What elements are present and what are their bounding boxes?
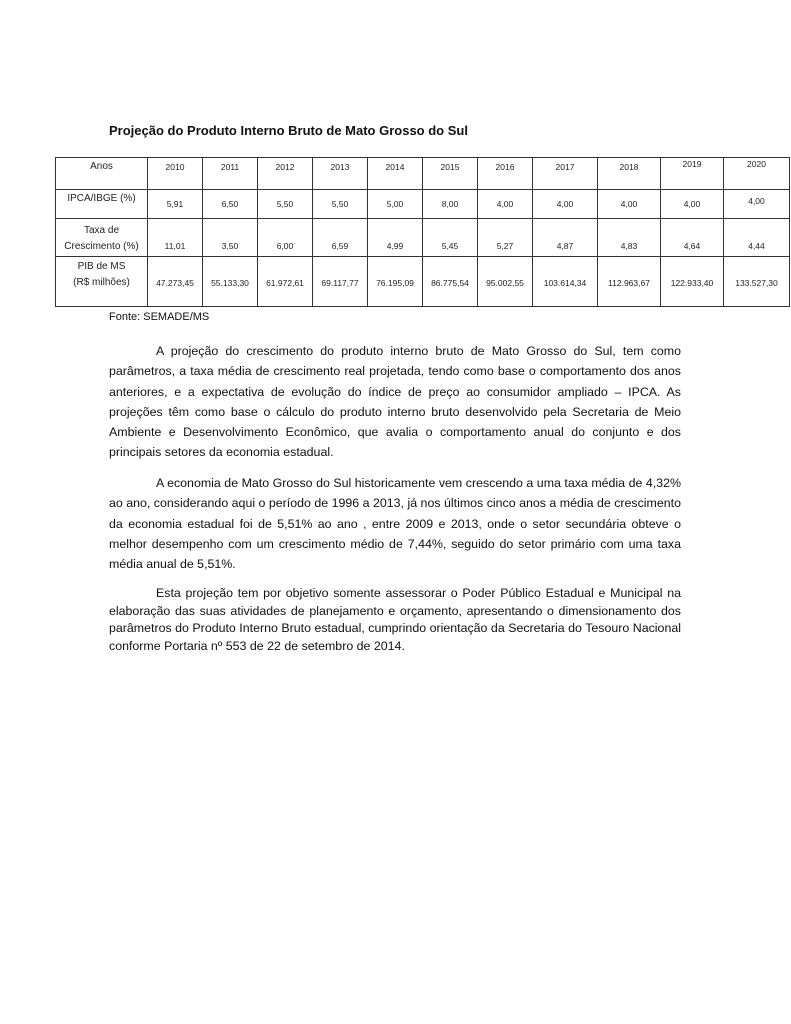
- pib-cell: [661, 257, 724, 307]
- row-label-taxa-line1: Taxa de: [83, 225, 120, 236]
- pib-cell: [533, 257, 598, 307]
- taxa-cell: [423, 219, 478, 257]
- ipca-value: 8,00: [441, 199, 459, 209]
- ipca-value: 5,50: [331, 199, 349, 209]
- pib-value: 86.775,54: [431, 278, 469, 288]
- ipca-value: 6,50: [221, 199, 239, 209]
- ipca-cell: [423, 190, 478, 219]
- taxa-cell: [313, 219, 368, 257]
- paragraph: [109, 473, 681, 574]
- ipca-cell: [203, 190, 258, 219]
- taxa-cell: [203, 219, 258, 257]
- taxa-value: 4,44: [748, 241, 765, 251]
- year-cell: 2012: [258, 158, 313, 190]
- taxa-value: 6,59: [331, 241, 349, 251]
- row-label-taxa-line2: Crescimento (%): [64, 241, 139, 252]
- ipca-value: 4,00: [496, 199, 514, 209]
- taxa-cell: [148, 219, 203, 257]
- year-cell: 2011: [203, 158, 258, 190]
- gdp-projection-table: [55, 157, 790, 307]
- paragraph-text: Esta projeção tem por objetivo somente assessorar o Poder Público Estadual e Municipal na elaboração das suas atividades de planejamento e orçamento, apresentando o dimensionamento dos parâmetros do Produto Interno Bruto estadual, cumprindo orientação da Secretaria do Tesouro Nacional conforme Portaria nº 553 de 22 de setembro de 2014.: [109, 586, 681, 653]
- pib-cell: [148, 257, 203, 307]
- taxa-cell: [598, 219, 661, 257]
- ipca-value: 4,00: [620, 199, 638, 209]
- pib-value: 122.933,40: [670, 278, 714, 288]
- paragraph-text: A economia de Mato Grosso do Sul historicamente vem crescendo a uma taxa média de 4,32% ao ano, considerando aqui o período de 1996 a 2013, já nos últimos cinco anos a média de crescimento da economia estadual foi de 5,51% ao ano , entre 2009 e 2013, onde o setor secundária obteve o melhor desempenho com um crescimento médio de 7,44%, seguido do setor primário com uma taxa média anual de 5,51%.: [109, 476, 681, 572]
- document-title: Projeção do Produto Interno Bruto de Mato Grosso do Sul: [109, 123, 468, 138]
- ipca-cell: [258, 190, 313, 219]
- pib-cell: [368, 257, 423, 307]
- ipca-cell: [368, 190, 423, 219]
- taxa-cell: [368, 219, 423, 257]
- pib-value: 69.117,77: [321, 278, 359, 288]
- year-cell: 2015: [423, 158, 478, 190]
- pib-cell: [203, 257, 258, 307]
- ipca-value: 4,00: [556, 199, 574, 209]
- ipca-cell: [533, 190, 598, 219]
- pib-cell: [258, 257, 313, 307]
- table-row-ipca: [56, 190, 790, 219]
- pib-cell: [423, 257, 478, 307]
- ipca-cell: [598, 190, 661, 219]
- year-cell: 2020: [724, 158, 790, 190]
- taxa-value: 6,00: [276, 241, 294, 251]
- row-label-pib-line2: (R$ milhões): [73, 277, 130, 288]
- pib-value: 55.133,30: [211, 278, 249, 288]
- year-cell: 2016: [478, 158, 533, 190]
- paragraph: [109, 341, 681, 463]
- pib-cell: [724, 257, 790, 307]
- ipca-cell: [661, 190, 724, 219]
- ipca-value: 5,91: [166, 199, 184, 209]
- paragraph: [109, 585, 681, 655]
- pib-cell: [478, 257, 533, 307]
- taxa-value: 4,87: [556, 241, 574, 251]
- taxa-cell: [724, 219, 790, 257]
- ipca-value: 4,00: [683, 199, 701, 209]
- table-row-taxa: [56, 219, 790, 257]
- year-cell: 2019: [661, 158, 724, 190]
- table-source: Fonte: SEMADE/MS: [109, 311, 210, 323]
- ipca-value: 5,00: [386, 199, 404, 209]
- ipca-value: 5,50: [276, 199, 294, 209]
- pib-value: 95.002,55: [486, 278, 524, 288]
- paragraph-text: A projeção do crescimento do produto interno bruto de Mato Grosso do Sul, tem como parâmetros, a taxa média de crescimento real projetada, tendo como base o comportamento dos anos anteriores, e a expectativa de evolução do índice de preço ao consumidor ampliado – IPCA. As projeções têm como base o cálculo do produto interno bruto desenvolvido pela Secretaria de Meio Ambiente e Desenvolvimento Econômico, que avalia o comportamento anual do conjunto e dos principais setores da economia estadual.: [109, 344, 681, 460]
- taxa-cell: [533, 219, 598, 257]
- year-cell: 2017: [533, 158, 598, 190]
- ipca-cell: [478, 190, 533, 219]
- taxa-value: 4,83: [620, 241, 638, 251]
- ipca-cell: [724, 190, 790, 219]
- taxa-cell: [661, 219, 724, 257]
- pib-value: 61.972,61: [266, 278, 304, 288]
- row-label-ipca: IPCA/IBGE (%): [56, 190, 148, 219]
- pib-value: 112.963,67: [608, 278, 650, 288]
- pib-value: 133.527,30: [735, 278, 778, 288]
- ipca-cell: [148, 190, 203, 219]
- row-label-pib: [56, 257, 148, 307]
- taxa-cell: [258, 219, 313, 257]
- row-label-anos: Anos: [56, 158, 148, 190]
- taxa-value: 5,45: [441, 241, 459, 251]
- table-row-pib: [56, 257, 790, 307]
- table-row-years: [56, 158, 790, 190]
- taxa-value: 5,27: [496, 241, 514, 251]
- pib-cell: [598, 257, 661, 307]
- pib-value: 47.273,45: [156, 278, 194, 288]
- year-cell: 2018: [598, 158, 661, 190]
- ipca-cell: [313, 190, 368, 219]
- row-label-taxa: [56, 219, 148, 257]
- taxa-value: 4,64: [683, 241, 701, 251]
- year-cell: 2010: [148, 158, 203, 190]
- pib-cell: [313, 257, 368, 307]
- taxa-cell: [478, 219, 533, 257]
- row-label-pib-line1: PIB de MS: [77, 261, 126, 272]
- pib-value: 103.614,34: [543, 278, 587, 288]
- year-cell: 2014: [368, 158, 423, 190]
- ipca-value: 4,00: [748, 196, 765, 206]
- taxa-value: 11,01: [164, 241, 186, 251]
- taxa-value: 3,50: [221, 241, 239, 251]
- taxa-value: 4,99: [386, 241, 404, 251]
- pib-value: 76.195,09: [376, 278, 414, 288]
- year-cell: 2013: [313, 158, 368, 190]
